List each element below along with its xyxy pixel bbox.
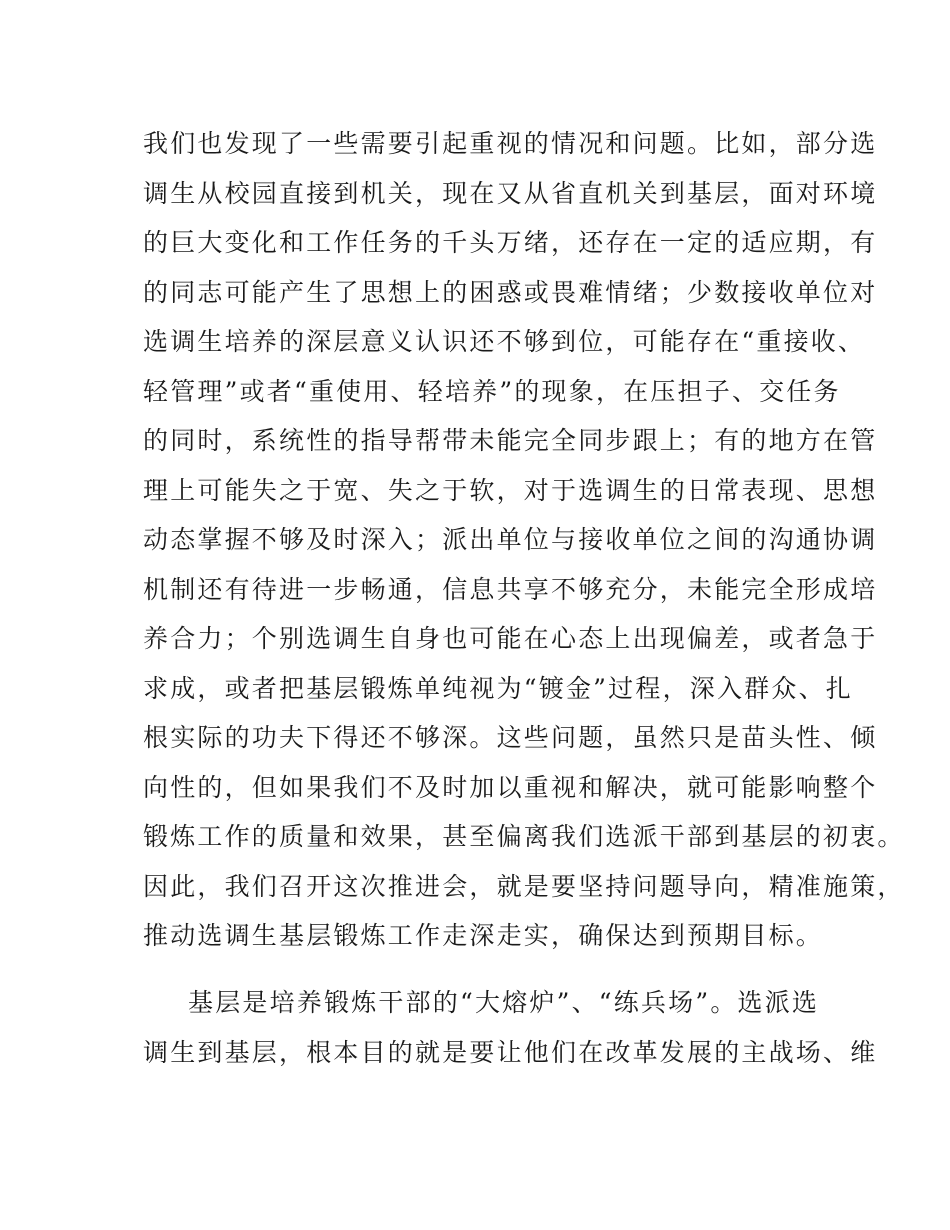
- text-line: 的同志可能产生了思想上的困惑或畏难情绪；少数接收单位对: [143, 277, 878, 307]
- text-line: 调生到基层，根本目的就是要让他们在改革发展的主战场、维: [143, 1037, 878, 1067]
- text-line: 基层是培养锻炼干部的“大熔炉”、“练兵场”。选派选: [188, 988, 820, 1017]
- text-line: 推动选调生基层锻炼工作走深走实，确保达到预期目标。: [143, 921, 824, 950]
- text-line: 求成，或者把基层锻炼单纯视为“镀金”过程，深入群众、扎: [143, 673, 853, 703]
- text-line: 动态掌握不够及时深入；派出单位与接收单位之间的沟通协调: [143, 525, 878, 554]
- text-line: 的巨大变化和工作任务的千头万绪，还存在一定的适应期，有: [143, 228, 878, 257]
- paragraph-2: [143, 984, 878, 1083]
- text-line: 养合力；个别选调生自身也可能在心态上出现偏差，或者急于: [143, 624, 878, 653]
- text-line: 向性的，但如果我们不及时加以重视和解决，就可能影响整个: [143, 772, 878, 802]
- text-line: 机制还有待进一步畅通，信息共享不够充分，未能完全形成培: [143, 574, 878, 604]
- text-line: 调生从校园直接到机关，现在又从省直机关到基层，面对环境: [143, 178, 878, 208]
- text-line: 理上可能失之于宽、失之于软，对于选调生的日常表现、思想: [143, 475, 878, 505]
- text-line: 轻管理”或者“重使用、轻培养”的现象，在压担子、交任务: [143, 376, 841, 406]
- paragraph-1: [143, 125, 905, 967]
- text-line: 选调生培养的深层意义认识还不够到位，可能存在“重接收、: [143, 327, 866, 356]
- text-line: 锻炼工作的质量和效果，甚至偏离我们选派干部到基层的初衷。: [143, 822, 905, 851]
- text-line: 的同时，系统性的指导帮带未能完全同步跟上；有的地方在管: [143, 426, 878, 455]
- text-line: 根实际的功夫下得还不够深。这些问题，虽然只是苗头性、倾: [143, 723, 878, 752]
- text-line: 因此，我们召开这次推进会，就是要坚持问题导向，精准施策，: [143, 871, 905, 901]
- text-line: 我们也发现了一些需要引起重视的情况和问题。比如，部分选: [143, 129, 878, 158]
